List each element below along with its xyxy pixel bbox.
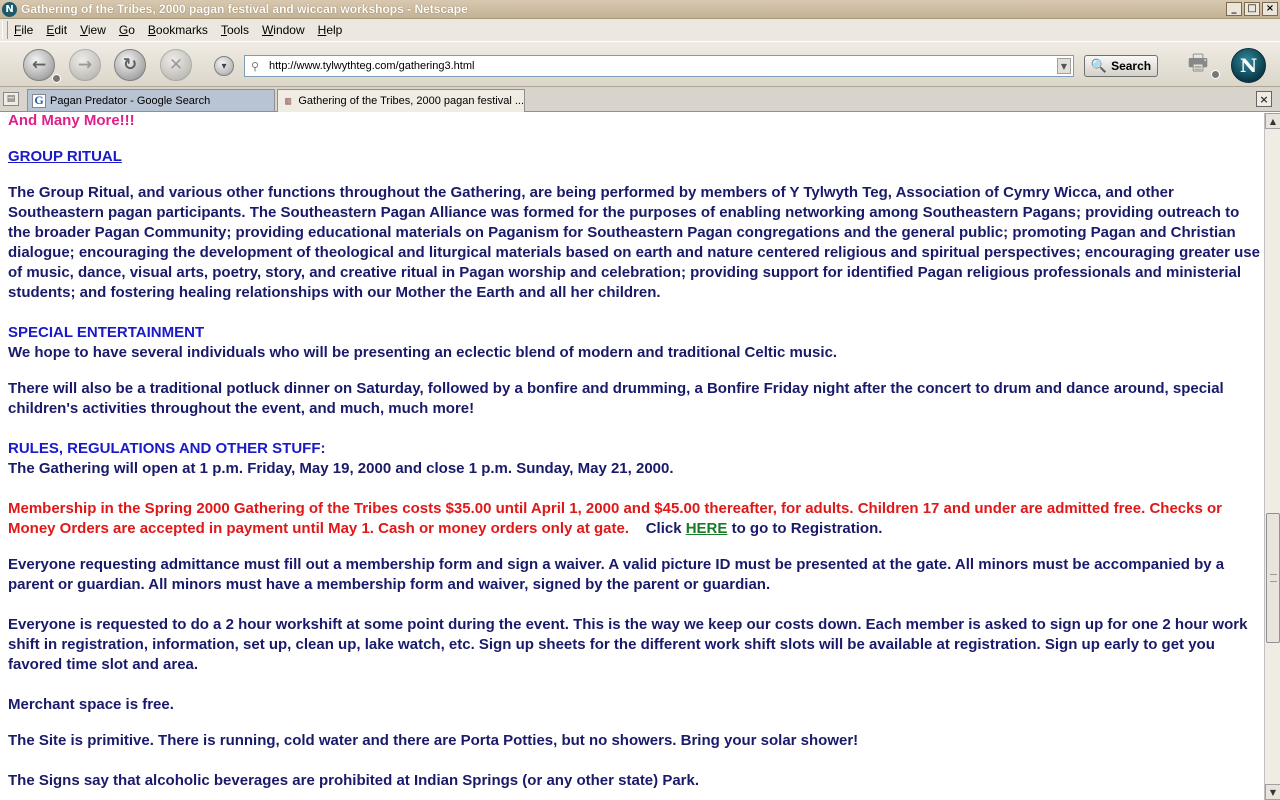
tab-label: Gathering of the Tribes, 2000 pagan festival ... bbox=[298, 95, 524, 107]
navigation-toolbar bbox=[0, 41, 1280, 87]
menu-bookmarks-rest: ookmarks bbox=[155, 23, 208, 37]
menu-help-key: H bbox=[317, 23, 327, 37]
rules-heading: RULES, REGULATIONS AND OTHER STUFF: bbox=[8, 440, 326, 457]
print-button[interactable] bbox=[1181, 50, 1215, 80]
special-entertainment-heading: SPECIAL ENTERTAINMENT bbox=[8, 324, 205, 341]
tab-label: Pagan Predator - Google Search bbox=[50, 94, 211, 107]
registration-text: to go to Registration. bbox=[731, 520, 883, 537]
menu-edit-key: E bbox=[46, 23, 55, 37]
location-area bbox=[210, 54, 1076, 78]
close-window-button[interactable]: × bbox=[1262, 2, 1278, 16]
menu-view[interactable] bbox=[74, 23, 113, 37]
menu-window-key: W bbox=[261, 23, 274, 37]
search-button[interactable] bbox=[1084, 55, 1158, 77]
tab-bar bbox=[0, 87, 1280, 112]
admittance-paragraph: Everyone requesting admittance must fill out a membership form and sign a waiver. A valid picture ID must be presented at the gate. All minors must be accompanied by a parent or guardian. All minors must have a membership form and waiver, signed by the parent or guardian. bbox=[8, 556, 1225, 593]
forward-button[interactable] bbox=[69, 49, 101, 81]
title-bar bbox=[0, 0, 1280, 19]
forward-arrow-icon: → bbox=[77, 55, 93, 75]
thumb-grip bbox=[1270, 574, 1277, 582]
menu-tools-rest: ools bbox=[226, 23, 249, 37]
google-favicon-icon: G bbox=[32, 94, 46, 108]
page-proxy-icon[interactable]: ⚲ bbox=[251, 59, 260, 73]
netscape-app-icon[interactable]: N bbox=[2, 2, 17, 17]
search-icon: 🔍 bbox=[1090, 58, 1108, 73]
scroll-up-button[interactable] bbox=[1265, 113, 1280, 129]
menu-edit-rest: dit bbox=[54, 23, 68, 37]
merchant-paragraph: Merchant space is free. bbox=[8, 696, 174, 713]
registration-here-link[interactable]: HERE bbox=[685, 520, 728, 537]
url-dropdown-button[interactable] bbox=[1057, 58, 1071, 74]
menu-go-key: G bbox=[118, 23, 129, 37]
menu-go-rest: o bbox=[128, 23, 135, 37]
reload-button[interactable] bbox=[114, 49, 146, 81]
arrow-down-icon: ▼ bbox=[1269, 787, 1277, 797]
print-dropdown[interactable] bbox=[1211, 70, 1220, 79]
group-ritual-paragraph: The Group Ritual, and various other functions throughout the Gathering, are being performed by members of Y Tylwyth Teg, Association of Cymry Wicca, and other Southeastern pagan participants. The Southeastern Pagan Alliance was formed for the purposes of enabling networking among Southeastern Pagans; providing outreach to the broader Pagan Community; providing educational materials on Paganism for Southeastern Pagan congregations and the general public; promoting Pagan and Christian dialogue; encouraging the development of theological and liturgical materials based on earth and nature centered religious and spiritual perspectives; encouraging greater use of music, dance, visual arts, poetry, story, and creative ritual in Pagan worship and celebration; providing support for identified Pagan religious professionals and ministerial students; and fostering healing relationships with our Mother the Earth and all her children. bbox=[8, 184, 1260, 301]
url-history-button[interactable] bbox=[214, 56, 234, 76]
dropdown-arrow-icon: ▼ bbox=[1060, 61, 1068, 71]
membership-paragraph bbox=[8, 499, 1260, 539]
url-input[interactable] bbox=[269, 57, 1057, 75]
minimize-button[interactable]: _ bbox=[1226, 2, 1242, 16]
menu-window[interactable] bbox=[256, 23, 312, 37]
netscape-logo[interactable]: N bbox=[1231, 48, 1266, 83]
rules-paragraph: The Gathering will open at 1 p.m. Friday, May 19, 2000 and close 1 p.m. Sunday, May 21, 2000. bbox=[8, 460, 674, 477]
membership-text: Membership in the Spring 2000 Gathering of the Tribes costs $35.00 until April 1, 2000 and $45.00 thereafter, for adults. Children 17 and under are admitted free. Checks or Money Orders are accepted in payment until May 1. Cash or money orders only at gate. bbox=[8, 500, 1222, 537]
chevron-down-icon: ▾ bbox=[221, 60, 227, 72]
menu-file-key: F bbox=[14, 23, 22, 37]
back-arrow-icon: ← bbox=[31, 55, 47, 75]
scroll-down-button[interactable] bbox=[1265, 784, 1280, 800]
menu-go[interactable] bbox=[113, 23, 142, 37]
menu-bookmarks[interactable] bbox=[142, 23, 215, 37]
page-favicon-icon: ▥ bbox=[285, 95, 292, 107]
close-tab-button[interactable] bbox=[1256, 91, 1272, 107]
menu-bookmarks-key: B bbox=[147, 23, 156, 37]
menu-view-key: V bbox=[80, 23, 88, 37]
tab-gathering[interactable] bbox=[277, 89, 525, 112]
menu-view-rest: iew bbox=[87, 23, 106, 37]
menu-edit[interactable] bbox=[40, 23, 74, 37]
maximize-button[interactable]: □ bbox=[1244, 2, 1260, 16]
search-button-label: Search bbox=[1111, 59, 1152, 73]
scrollbar-thumb[interactable] bbox=[1266, 513, 1280, 643]
window-controls bbox=[1226, 2, 1278, 16]
menu-tools-key: T bbox=[220, 23, 227, 37]
potluck-paragraph: There will also be a traditional potluck dinner on Saturday, followed by a bonfire and drumming, a Bonfire Friday night after the concert to drum and dance around, special children's activities throughout the event, and much, much more! bbox=[8, 380, 1224, 417]
signs-paragraph: The Signs say that alcoholic beverages are prohibited at Indian Springs (or any other state) Park. bbox=[8, 772, 700, 789]
tab-google-search[interactable] bbox=[27, 89, 275, 111]
site-paragraph: The Site is primitive. There is running, cold water and there are Porta Potties, but no showers. Bring your solar shower! bbox=[8, 732, 859, 749]
back-button[interactable] bbox=[23, 49, 55, 81]
back-history-dropdown[interactable] bbox=[52, 74, 61, 83]
url-bar[interactable] bbox=[244, 55, 1074, 77]
special-entertainment-paragraph: We hope to have several individuals who will be presenting an eclectic blend of modern and traditional Celtic music. bbox=[8, 344, 838, 361]
menu-help[interactable] bbox=[312, 23, 350, 37]
click-text: Click bbox=[645, 520, 682, 537]
close-icon: × bbox=[1259, 92, 1269, 106]
menu-file[interactable] bbox=[8, 23, 40, 37]
and-many-more-text: And Many More!!! bbox=[8, 113, 135, 129]
menu-tools[interactable] bbox=[215, 23, 256, 37]
window-title: Gathering of the Tribes, 2000 pagan festival and wiccan workshops - Netscape bbox=[21, 2, 468, 16]
printer-icon: 🖶 bbox=[1187, 51, 1209, 76]
stop-icon: ✕ bbox=[168, 55, 184, 75]
menu-window-rest: indow bbox=[273, 23, 305, 37]
arrow-up-icon: ▲ bbox=[1269, 116, 1277, 126]
workshift-paragraph: Everyone is requested to do a 2 hour workshift at some point during the event. This is the way we keep our costs down. Each member is asked to sign up for one 2 hour work shift in registration, information, set up, clean up, lake watch, etc. Sign up sheets for the different work shift slots will be available at registration. Sign up early to get you favored time slot and area. bbox=[8, 616, 1248, 673]
vertical-scrollbar[interactable] bbox=[1264, 113, 1280, 800]
menu-file-rest: ile bbox=[21, 23, 34, 37]
new-tab-icon[interactable]: ▤ bbox=[3, 92, 19, 106]
reload-icon: ↻ bbox=[122, 55, 138, 75]
stop-button[interactable] bbox=[160, 49, 192, 81]
menu-bar bbox=[0, 19, 1280, 41]
page-content bbox=[0, 113, 1264, 800]
group-ritual-link[interactable]: GROUP RITUAL bbox=[8, 148, 122, 165]
menu-help-rest: elp bbox=[326, 23, 343, 37]
